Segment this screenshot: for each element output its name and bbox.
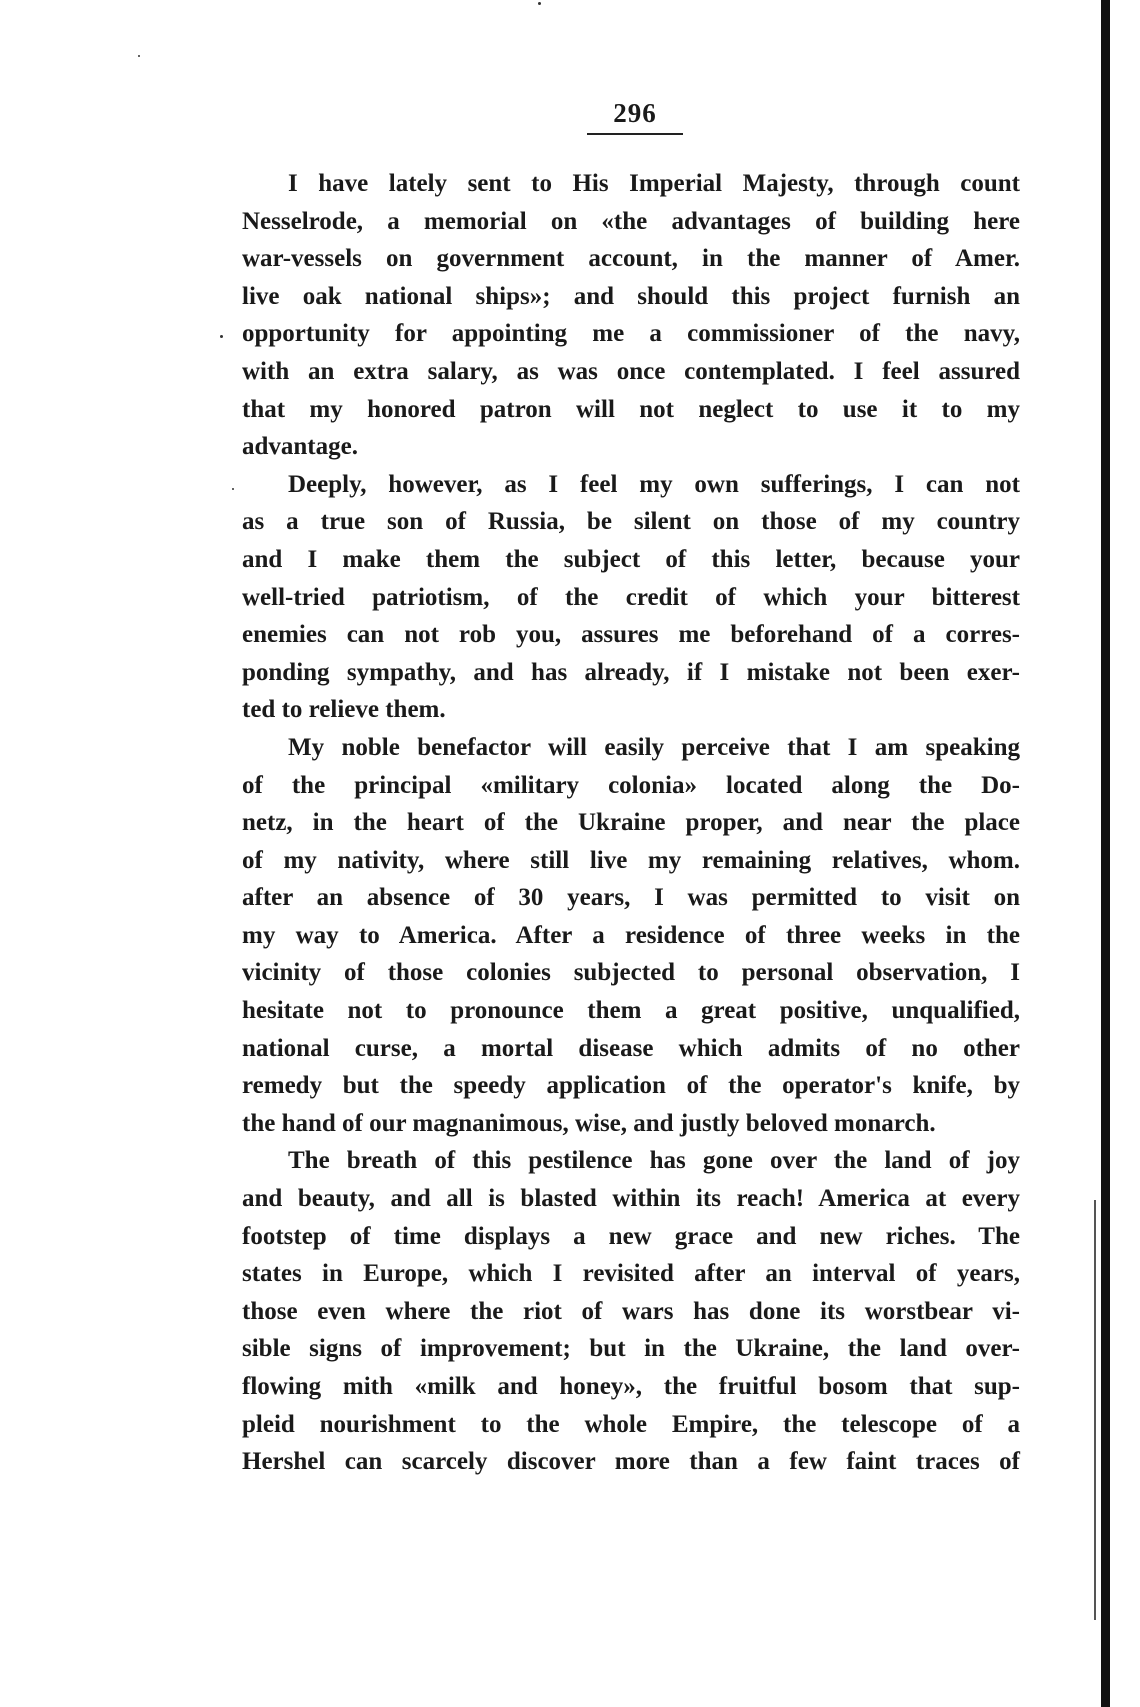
- scan-speck: [138, 55, 140, 57]
- page-edge-shadow: [1101, 0, 1110, 1707]
- text-line: advantage.: [242, 433, 358, 461]
- body-text: [242, 165, 1020, 1481]
- text-line: opportunity for appointing me a commissioner of the navy,: [242, 320, 1020, 348]
- text-line: the hand of our magnanimous, wise, and justly beloved monarch.: [242, 1109, 936, 1137]
- text-line: I have lately sent to His Imperial Majesty, through count: [288, 170, 1020, 197]
- text-line: of the principal «military colonia» located along the Do-: [242, 771, 1020, 799]
- text-line: Hershel can scarcely discover more than a few faint traces of: [242, 1448, 1020, 1476]
- text-line: footstep of time displays a new grace and new riches. The: [242, 1222, 1020, 1250]
- text-line: well-tried patriotism, of the credit of which your bitterest: [242, 583, 1020, 611]
- text-line: sible signs of improvement; but in the Ukraine, the land over-: [242, 1335, 1020, 1363]
- text-line: and I make them the subject of this letter, because your: [242, 545, 1020, 573]
- page-edge-line: [1094, 1200, 1096, 1620]
- paragraph-2: [242, 466, 1020, 729]
- page-number-rule: [587, 133, 683, 135]
- text-line: of my nativity, where still live my remaining relatives, whom.: [242, 846, 1020, 874]
- text-line: ponding sympathy, and has already, if I mistake not been exer-: [242, 658, 1020, 686]
- text-line: netz, in the heart of the Ukraine proper, and near the place: [242, 809, 1020, 837]
- page-number: 296: [613, 98, 657, 128]
- paragraph-1: [242, 165, 1020, 466]
- text-line: flowing mith «milk and honey», the fruitful bosom that sup-: [242, 1373, 1020, 1400]
- text-line: My noble benefactor will easily perceive that I am speaking: [288, 733, 1020, 761]
- text-line: enemies can not rob you, assures me beforehand of a corres-: [242, 621, 1020, 649]
- scan-speck: [538, 2, 541, 5]
- scan-speck: [232, 488, 234, 490]
- text-line: my way to America. After a residence of three weeks in the: [242, 921, 1020, 949]
- text-line: Deeply, however, as I feel my own sufferings, I can not: [288, 470, 1020, 498]
- text-line: those even where the riot of wars has done its worstbear vi-: [242, 1297, 1020, 1325]
- text-line: and beauty, and all is blasted within its reach! America at every: [242, 1185, 1020, 1213]
- text-line: pleid nourishment to the whole Empire, the telescope of a: [242, 1410, 1020, 1438]
- text-line: national curse, a mortal disease which admits of no other: [242, 1034, 1020, 1062]
- text-line: The breath of this pestilence has gone over the land of joy: [288, 1147, 1020, 1175]
- text-line: after an absence of 30 years, I was permitted to visit on: [242, 884, 1020, 912]
- text-line: vicinity of those colonies subjected to personal observation, I: [242, 959, 1020, 987]
- text-line: remedy but the speedy application of the operator's knife, by: [242, 1072, 1020, 1100]
- text-line: Nesselrode, a memorial on «the advantages of building here: [242, 207, 1020, 235]
- text-line: that my honored patron will not neglect to use it to my: [242, 395, 1020, 423]
- text-line: live oak national ships»; and should this project furnish an: [242, 282, 1020, 310]
- text-line: ted to relieve them.: [242, 696, 446, 724]
- paragraph-3: [242, 729, 1020, 1143]
- text-line: war-vessels on government account, in the manner of Amer.: [242, 245, 1020, 273]
- paragraph-4: [242, 1142, 1020, 1480]
- text-line: states in Europe, which I revisited after an interval of years,: [242, 1260, 1020, 1288]
- text-line: hesitate not to pronounce them a great positive, unqualified,: [242, 997, 1020, 1025]
- text-line: as a true son of Russia, be silent on those of my country: [242, 508, 1020, 536]
- scan-speck: [220, 335, 223, 338]
- text-line: with an extra salary, as was once contemplated. I feel assured: [242, 357, 1020, 385]
